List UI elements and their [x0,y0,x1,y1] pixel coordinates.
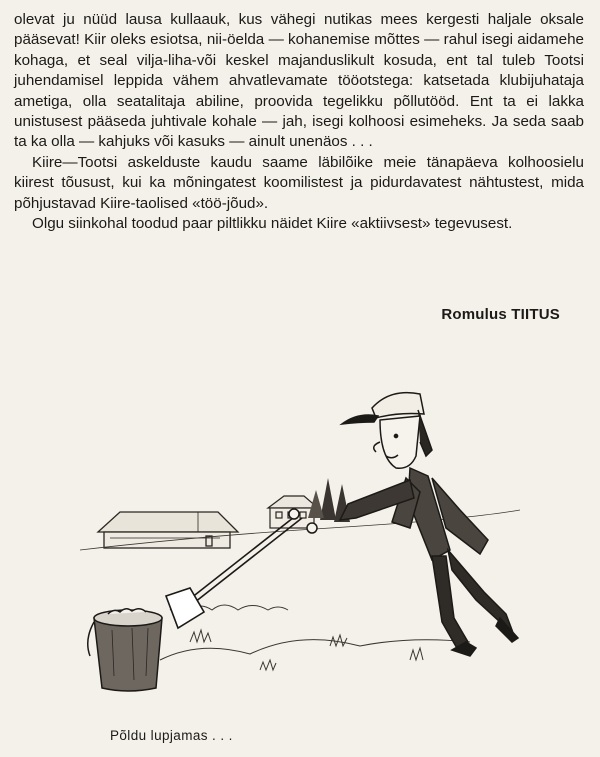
paragraph-2: Kiire—Tootsi askelduste kaudu saame läbilõike meie tänapäeva kolhoosielu kiirest tõusust, kui ka mõningatest koomilistest ja pidurdavatest nähtustest, mida põhjustavad Kiire-taolised «töö-jõud». [14,153,584,212]
article-text [14,10,584,234]
paragraph-1: olevat ju nüüd lausa kullaauk, kus vähegi nutikas mees kergesti haljale oksale pääsevat! Kiir oleks esiotsa, nii-öelda — kohanemise mõttes — rahul isegi aidamehe kohaga, et seal vilja-liha-või keskel majanduslikult kosuda, ent tal tuleb Tootsi juhendamisel leppida vähem ahvatlevamate tööotstega: katsetada klubijuhataja ametiga, olla seatalitaja abiline, proovida tegelikku põllutööd. Ent ta ei lakka unistusest pääseda juhtivale kohale — jah, isegi kolhoosi esimeheks. Ja seda saab ta ka olla — kahjuks või kasuks — ainult unenäos . . . [14,11,584,151]
paragraph-3: Olgu siinkohal toodud paar piltlikku näidet Kiire «aktiivsest» tegevusest. [32,215,513,233]
author-signature: Romulus TIITUS [441,306,560,323]
bucket-drawing [88,609,162,691]
cartoon-illustration [80,360,520,700]
barn-drawing [98,512,238,548]
illustration-caption: Põldu lupjamas . . . [110,728,233,743]
farmer-figure [289,393,518,656]
